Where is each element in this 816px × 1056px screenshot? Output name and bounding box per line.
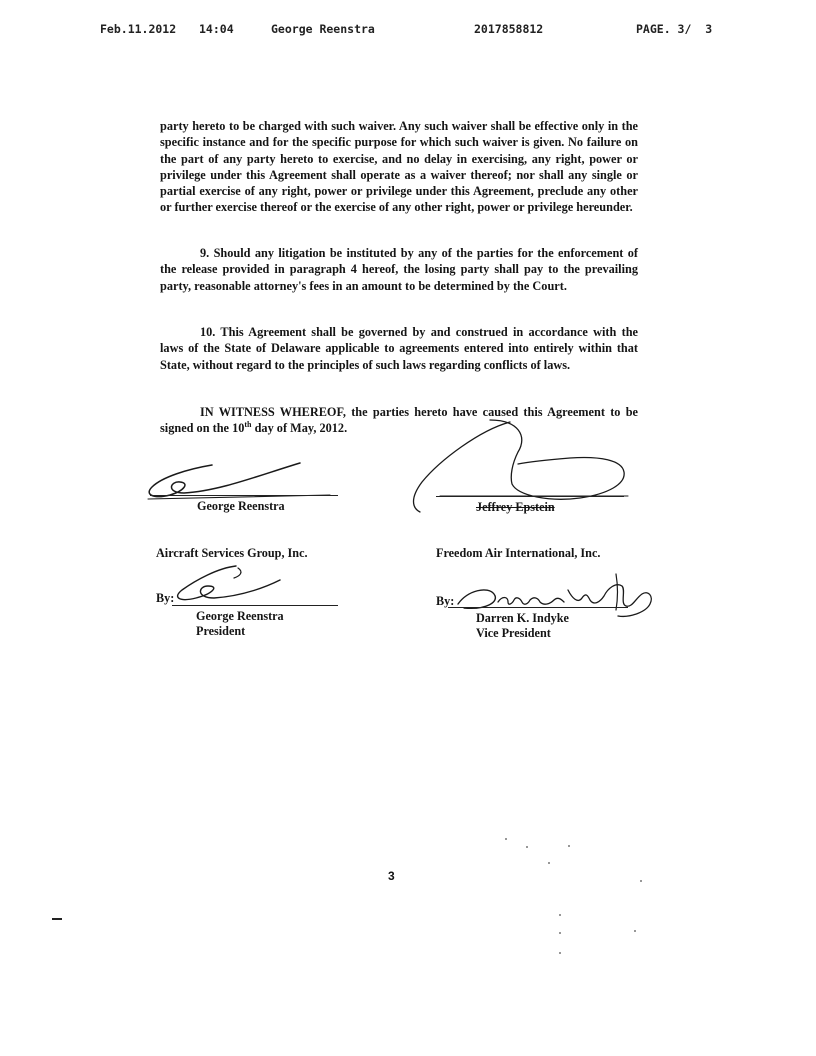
scan-speck [548, 862, 550, 864]
witness-sup: th [244, 420, 252, 430]
by-label-right: By: [436, 594, 455, 608]
signature-line-company-right [448, 607, 628, 608]
scan-speck [568, 845, 570, 847]
scan-speck [640, 880, 642, 882]
witness-end: day of May, 2012. [251, 421, 348, 436]
scan-speck [559, 932, 561, 934]
company-right-signer-name: Darren K. Indyke [476, 611, 569, 625]
fax-page: PAGE. 3/ 3 [636, 22, 713, 36]
scan-speck [559, 914, 561, 916]
page-number: 3 [388, 869, 395, 883]
scan-speck [505, 838, 507, 840]
paragraph-10: 10. This Agreement shall be governed by and construed in accordance with the laws of the State of Delaware applicable to agreements entered into entirely within that State, without regard to the principles of such laws regarding conflicts of laws. [160, 325, 638, 372]
fax-time: 14:04 [199, 22, 234, 36]
by-label-left: By: [156, 591, 175, 605]
fax-date: Feb.11.2012 [100, 22, 177, 36]
company-left-signer-name: George Reenstra [196, 609, 284, 623]
scan-speck [526, 846, 528, 848]
company-freedom-air: Freedom Air International, Inc. [436, 546, 601, 560]
company-left-signer-title: President [196, 624, 246, 638]
scan-speck [634, 930, 636, 932]
witness-lead: IN WITNESS WHEREOF, [200, 405, 346, 419]
company-aircraft-services: Aircraft Services Group, Inc. [156, 546, 308, 560]
signer-name-george-reenstra: George Reenstra [197, 499, 285, 513]
scan-margin-mark [52, 918, 62, 920]
fax-header [0, 22, 816, 40]
signature-line-george-reenstra [150, 495, 338, 496]
signature-line-company-left [172, 605, 338, 606]
fax-phone: 2017858812 [474, 22, 544, 36]
signature-line-jeffrey-epstein [436, 496, 624, 497]
company-right-signer-title: Vice President [476, 626, 551, 640]
signature-george-reenstra-company-scrawl [160, 560, 350, 610]
paragraph-continued: party hereto to be charged with such waiver. Any such waiver shall be effective only in the specific instance and for the specific purpose for which such waiver is given. No failure on the part of any party hereto to exercise, and no delay in exercising, any right, power or privilege under this Agreement shall operate as a waiver thereof; nor shall any single or partial exercise of any right, power or privilege under this Agreement, preclude any other or further exercise thereof or the exercise of any other right, power or privilege hereunder. [160, 119, 638, 215]
paragraph-9: 9. Should any litigation be instituted by any of the parties for the enforcement of the release provided in paragraph 4 hereof, the losing party shall pay to the prevailing party, reasonable attorney's fees in an amount to be determined by the Court. [160, 246, 638, 293]
signature-george-reenstra-scrawl [140, 455, 340, 505]
scan-speck [559, 952, 561, 954]
signer-name-jeffrey-epstein: Jeffrey Epstein [476, 500, 555, 514]
witness-mid: the parties hereto have caused this Agreement to be signed on the 10 [160, 405, 638, 436]
fax-sender: George Reenstra [271, 22, 375, 36]
